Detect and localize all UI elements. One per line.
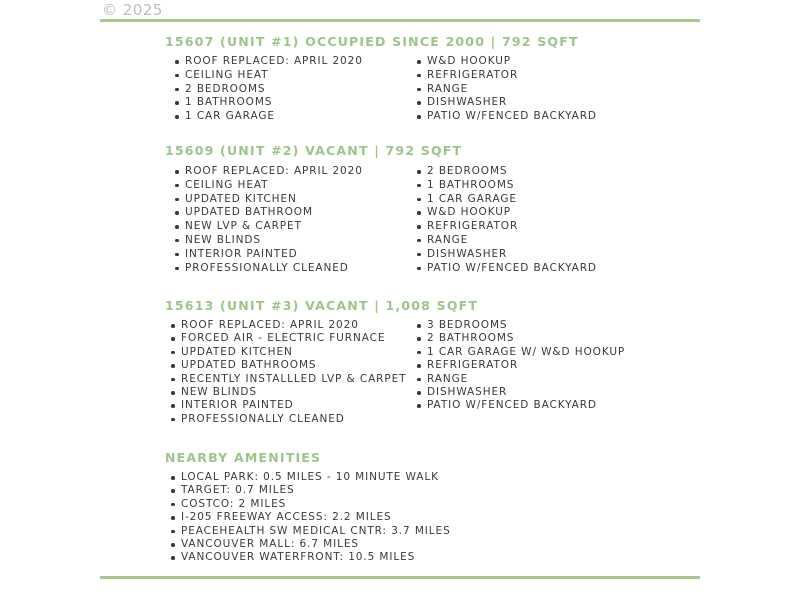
list-item: I-205 FREEWAY ACCESS: 2.2 MILES	[169, 511, 451, 524]
list-item: DISHWASHER	[415, 248, 597, 262]
list-item: REFRIGERATOR	[415, 220, 597, 234]
list-item: RECENTLY INSTALLLED LVP & CARPET	[169, 373, 406, 386]
list-item: 1 CAR GARAGE	[173, 110, 363, 124]
unit-1-left-list	[173, 55, 363, 124]
unit-2-right-list	[415, 165, 597, 275]
list-item: 3 BEDROOMS	[415, 319, 625, 332]
unit-3-section	[165, 298, 685, 425]
list-item: UPDATED BATHROOM	[173, 206, 363, 220]
unit-1-section	[165, 34, 685, 123]
list-item: ROOF REPLACED: APRIL 2020	[173, 165, 363, 179]
list-item: 2 BATHROOMS	[415, 332, 625, 345]
bottom-divider	[100, 576, 700, 579]
list-item: TARGET: 0.7 MILES	[169, 484, 451, 497]
list-item: PATIO W/FENCED BACKYARD	[415, 110, 597, 124]
unit-2-section	[165, 143, 685, 274]
list-item: W&D HOOKUP	[415, 55, 597, 69]
list-item: FORCED AIR - ELECTRIC FURNACE	[169, 332, 406, 345]
list-item: UPDATED KITCHEN	[169, 346, 406, 359]
unit-1-heading: 15607 (UNIT #1) OCCUPIED SINCE 2000 | 792 SQFT	[165, 34, 579, 49]
unit-3-heading: 15613 (UNIT #3) VACANT | 1,008 SQFT	[165, 298, 479, 313]
list-item: DISHWASHER	[415, 386, 625, 399]
list-item: 1 CAR GARAGE	[415, 193, 597, 207]
list-item: 1 BATHROOMS	[415, 179, 597, 193]
list-item: VANCOUVER WATERFRONT: 10.5 MILES	[169, 551, 451, 564]
list-item: 2 BEDROOMS	[173, 83, 363, 97]
list-item: REFRIGERATOR	[415, 359, 625, 372]
list-item: RANGE	[415, 83, 597, 97]
list-item: 1 BATHROOMS	[173, 96, 363, 110]
list-item: 2 BEDROOMS	[415, 165, 597, 179]
copyright-text: © 2025	[102, 1, 163, 19]
list-item: PATIO W/FENCED BACKYARD	[415, 262, 597, 276]
top-divider	[100, 19, 700, 22]
list-item: NEW BLINDS	[173, 234, 363, 248]
list-item: W&D HOOKUP	[415, 206, 597, 220]
list-item: PATIO W/FENCED BACKYARD	[415, 399, 625, 412]
list-item: PROFESSIONALLY CLEANED	[169, 413, 406, 426]
list-item: REFRIGERATOR	[415, 69, 597, 83]
unit-3-left-list	[169, 319, 406, 426]
list-item: CEILING HEAT	[173, 69, 363, 83]
list-item: RANGE	[415, 234, 597, 248]
list-item: UPDATED KITCHEN	[173, 193, 363, 207]
list-item: 1 CAR GARAGE W/ W&D HOOKUP	[415, 346, 625, 359]
unit-2-heading: 15609 (UNIT #2) VACANT | 792 SQFT	[165, 143, 463, 158]
list-item: ROOF REPLACED: APRIL 2020	[173, 55, 363, 69]
list-item: CEILING HEAT	[173, 179, 363, 193]
unit-3-right-list	[415, 319, 625, 413]
list-item: DISHWASHER	[415, 96, 597, 110]
amenities-heading: NEARBY AMENITIES	[165, 450, 322, 465]
amenities-section	[165, 450, 685, 564]
list-item: COSTCO: 2 MILES	[169, 498, 451, 511]
list-item: INTERIOR PAINTED	[169, 399, 406, 412]
list-item: RANGE	[415, 373, 625, 386]
unit-1-right-list	[415, 55, 597, 124]
list-item: INTERIOR PAINTED	[173, 248, 363, 262]
list-item: NEW BLINDS	[169, 386, 406, 399]
unit-2-left-list	[173, 165, 363, 275]
list-item: UPDATED BATHROOMS	[169, 359, 406, 372]
list-item: ROOF REPLACED: APRIL 2020	[169, 319, 406, 332]
list-item: PROFESSIONALLY CLEANED	[173, 262, 363, 276]
list-item: PEACEHEALTH SW MEDICAL CNTR: 3.7 MILES	[169, 525, 451, 538]
list-item: LOCAL PARK: 0.5 MILES - 10 MINUTE WALK	[169, 471, 451, 484]
list-item: NEW LVP & CARPET	[173, 220, 363, 234]
amenities-list	[169, 471, 451, 565]
list-item: VANCOUVER MALL: 6.7 MILES	[169, 538, 451, 551]
